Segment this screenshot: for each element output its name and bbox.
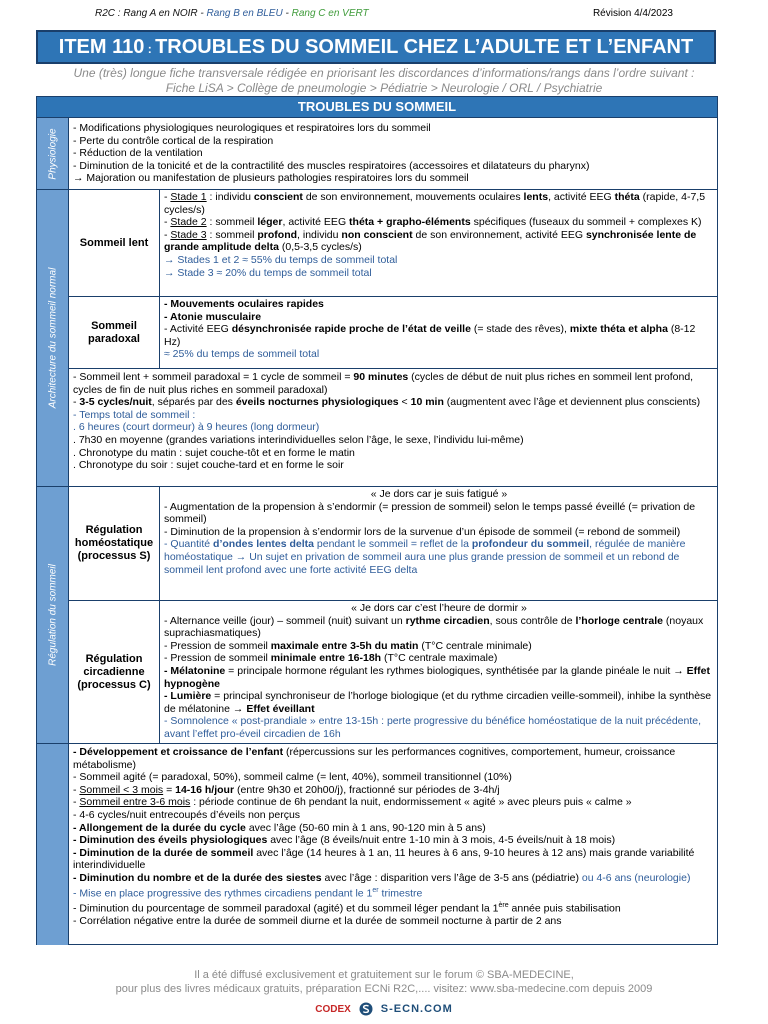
- s-ecn-icon: [359, 1002, 373, 1016]
- side-label-enfant: [37, 744, 69, 945]
- top-bar: [95, 8, 673, 22]
- circadienne-content: « Je dors car c’est l’heure de dormir » - Alternance veille (jour) – sommeil (nuit) suivant un rythme circadien, sous contrôle de l’horloge centrale (noyaux suprachiasmatiques) - Pression de sommeil maximale entre 3-5h du matin (T°C centrale minimale) - Pression de sommeil minimale entre 16-18h (T°C centrale maximale) - Mélatonine = principale hormone régulant les rythmes biologiques, synthétisée par la glande pinéale le nuit → Effet hypnogène - Lumière = principal synchroniseur de l’horloge biologique (et du rythme circadien veille-sommeil), inhibe la synthèse de mélatonine → Effet éveillant - Somnolence « post-prandiale » entre 13-15h : perte progressive du bénéfice homéostatique de la nuit précédente, avant l’effet pro-éveil circadien de 16h: [164, 602, 712, 740]
- section-physiologie: [37, 117, 717, 189]
- row-regulation-homeostatique: [69, 487, 717, 600]
- item-number: ITEM 110: [58, 36, 145, 58]
- side-label-regulation: Régulation du sommeil: [37, 487, 69, 743]
- cycles-content: - Sommeil lent + sommeil paradoxal = 1 cycle de sommeil = 90 minutes (cycles de début de nuit plus riches en sommeil lent profond, cycles de fin de nuit plus riches en sommeil paradoxal) - 3-5 cycles/nuit, séparés par des éveils nocturnes physiologiques < 10 min (augmentent avec l’âge et deviennent plus conscients) - Temps total de sommeil : . 6 heures (court dormeur) à 9 heures (long dormeur) . 7h30 en moyenne (grandes variations interindividuelles selon l’âge, le sexe, l’individu lui-même) . Chronotype du matin : sujet couche-tôt et en forme le matin . Chronotype du soir : sujet couche-tard et en forme le soir: [73, 371, 701, 472]
- footer-logos: [0, 1001, 768, 1017]
- row-sommeil-lent: [69, 190, 717, 296]
- side-label-architecture: Architecture du sommeil normal: [37, 190, 69, 486]
- label-regulation-homeostatique: Régulation homéostatique (processus S): [69, 487, 160, 600]
- legend-rank-c: Rang C en VERT: [291, 8, 369, 19]
- title-text: TROUBLES DU SOMMEIL CHEZ L’ADULTE ET L’ENFANT: [155, 36, 694, 58]
- label-sommeil-paradoxal: Sommeil paradoxal: [69, 297, 160, 368]
- section-regulation: [37, 486, 717, 743]
- label-regulation-circadienne: Régulation circadienne (processus C): [69, 601, 160, 744]
- footer-credit: Il a été diffusé exclusivement et gratuitement sur le forum © SBA-MEDECINE, pour plus des livres médicaux gratuits, préparation ECNi R2C,.... visitez: www.sba-medecine.com depuis 2009: [115, 969, 653, 995]
- label-sommeil-lent: Sommeil lent: [69, 190, 160, 296]
- sommeil-paradoxal-content: - Mouvements oculaires rapides - Atonie musculaire - Activité EEG désynchronisée rapide proche de l’état de veille (= stade des rêves), mixte théta et alpha (8-12 Hz) ≈ 25% du temps de sommeil total: [164, 298, 696, 361]
- table-heading: TROUBLES DU SOMMEIL: [37, 97, 717, 117]
- side-label-physiologie: Physiologie: [37, 118, 69, 189]
- physiologie-content: - Modifications physiologiques neurologiques et respiratoires lors du sommeil - Perte du contrôle cortical de la respiration - Réduction de la ventilation - Diminution de la tonicité et de la contractilité des muscles respiratoires (accessoires et dilatateurs du pharynx) → Majoration ou manifestation de plusieurs pathologies respiratoires lors du sommeil: [73, 122, 590, 185]
- row-cycles-sommeil: [69, 368, 717, 487]
- s-ecn-logo: S-ECN.COM: [380, 1003, 453, 1015]
- section-enfant: [37, 743, 717, 945]
- page-title: ITEM 110 : TROUBLES DU SOMMEIL CHEZ L’ADULTE ET L’ENFANT: [36, 30, 716, 64]
- summary-table: [36, 96, 718, 945]
- sommeil-lent-content: - Stade 1 : individu conscient de son environnement, mouvements oculaires lents, activité EEG théta (rapide, 4-7,5 cycles/s) - Stade 2 : sommeil léger, activité EEG théta + grapho-éléments spécifiques (fuseaux du sommeil + complexes K) - Stade 3 : sommeil profond, individu non conscient de son environnement, activité EEG synchronisée lente de grande amplitude delta (0,5-3,5 cycles/s) → Stades 1 et 2 ≈ 55% du temps de sommeil total → Stade 3 ≈ 20% du temps de sommeil total: [164, 191, 706, 279]
- codex-logo: CODEX: [315, 1003, 351, 1015]
- legend-rank-b: Rang B en BLEU: [206, 8, 283, 19]
- enfant-content: - Développement et croissance de l’enfant (répercussions sur les performances cognitives, comportement, humeur, croissance métabolisme) - Sommeil agité (= paradoxal, 50%), sommeil calme (= lent, 40%), sommeil transitionnel (10%) - Sommeil < 3 mois = 14-16 h/jour (entre 9h30 et 20h00/j), fractionné sur périodes de 3-4h/j - Sommeil entre 3-6 mois : période continue de 6h pendant la nuit, endormissement « agité » avec pleurs puis « calme » - 4-6 cycles/nuit entrecoupés d’éveils non perçus - Allongement de la durée du cycle avec l’âge (50-60 min à 1 ans, 90-120 min à 5 ans) - Diminution des éveils physiologiques avec l’âge (8 éveils/nuit entre 1-10 min à 3 mois, 4-5 éveils/nuit à 18 mois) - Diminution de la durée de sommeil avec l’âge (14 heures à 1 an, 11 heures à 6 ans, 9-10 heures à 12 ans) mais grande variabilité interindividuelle - Diminution du nombre et de la durée des siestes avec l’âge : disparition vers l’âge de 3-5 ans (pédiatrie) ou 4-6 ans (neurologie) - Mise en place progressive des rythmes circadiens pendant le 1er trimestre - Diminution du pourcentage de sommeil paradoxal (agité) et du sommeil léger pendant la 1ère année puis stabilisation - Corrélation négative entre la durée de sommeil diurne et la durée de sommeil nocturne à partir de 2 ans: [73, 746, 695, 927]
- section-architecture: [37, 189, 717, 486]
- legend-rank-a: R2C : Rang A en NOIR: [95, 8, 198, 19]
- row-regulation-circadienne: [69, 600, 717, 744]
- row-sommeil-paradoxal: [69, 296, 717, 368]
- homeostatique-content: « Je dors car je suis fatigué » - Augmentation de la propension à s’endormir (= pression de sommeil) selon le temps passé éveillé (= privation de sommeil) - Diminution de la propension à s’endormir lors de la survenue d’un épisode de sommeil (= rebond de sommeil) - Quantité d’ondes lentes delta pendant le sommeil = reflet de la profondeur du sommeil, régulée de manière homéostatique → Un sujet en privation de sommeil aura une plus grande pression de sommeil et un rebond de sommeil lent profond avec une forte activité EEG delta: [164, 488, 696, 576]
- subtitle: Une (très) longue fiche transversale rédigée en priorisant les discordances d’informations/rangs dans l’ordre suivant : Fiche LiSA > Collège de pneumologie > Pédiatrie > Neurologie / ORL / Psychiatrie: [73, 66, 695, 95]
- revision-date: Révision 4/4/2023: [592, 8, 673, 19]
- rank-legend: R2C : Rang A en NOIR - Rang B en BLEU - Rang C en VERT: [95, 8, 369, 19]
